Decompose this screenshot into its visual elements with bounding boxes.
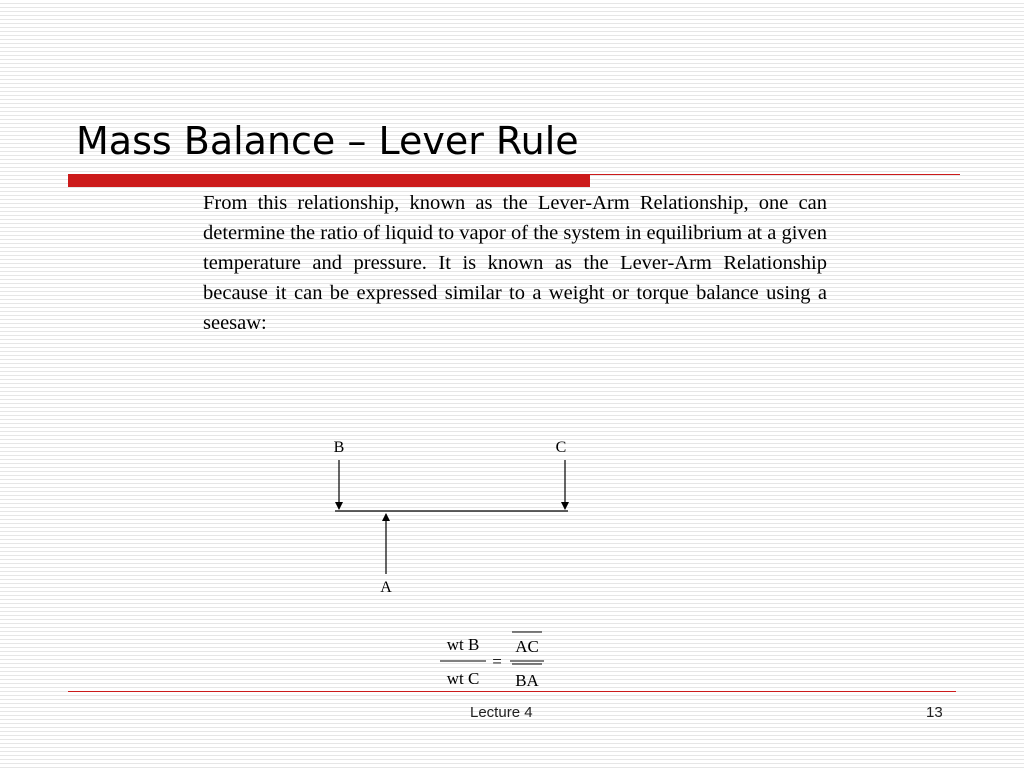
- denominator-ba: BA: [515, 671, 539, 690]
- title-underline-rule: [590, 174, 960, 175]
- body-paragraph: From this relationship, known as the Lever-Arm Relationship, one can determine the ratio of liquid to vapor of the system in equilibrium at a given temperature and pressure. It is known as the Lever-Arm Relationship because it can be expressed similar to a weight or torque balance using a seesaw:: [203, 192, 827, 334]
- label-a: A: [380, 579, 392, 596]
- seesaw-diagram: [300, 430, 600, 610]
- numerator-wt-b: wt B: [446, 635, 480, 654]
- label-b: B: [333, 439, 345, 456]
- equals-sign: =: [492, 652, 502, 671]
- lever-rule-formula: [436, 628, 556, 692]
- denominator-wt-c: wt C: [446, 669, 480, 688]
- numerator-ac: AC: [515, 637, 539, 656]
- label-c: C: [555, 439, 567, 456]
- slide-title: Mass Balance – Lever Rule: [76, 119, 579, 163]
- title-underline-bar: [68, 174, 590, 187]
- page-number: 13: [926, 704, 943, 721]
- footer-lecture-label: Lecture 4: [470, 704, 533, 721]
- footer-rule: [68, 691, 956, 692]
